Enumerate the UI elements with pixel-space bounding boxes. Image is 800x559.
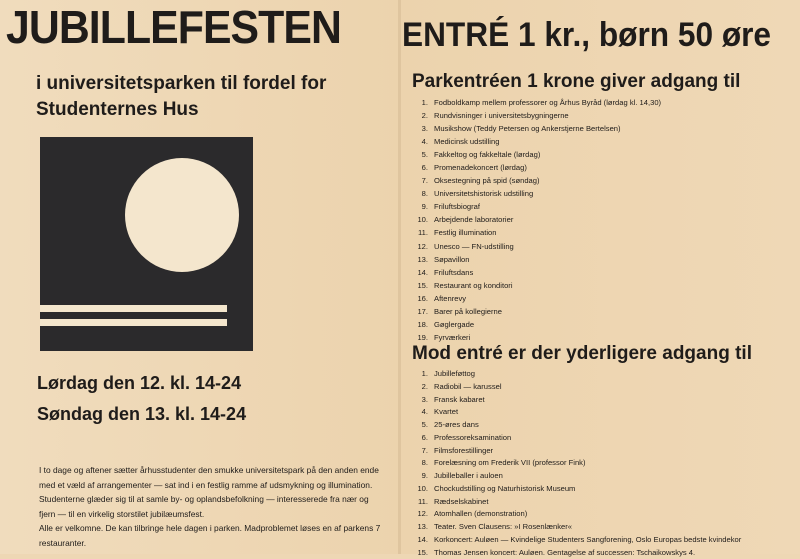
item-text: Forelæsning om Frederik VII (professor Fink) (434, 457, 586, 470)
list-item (412, 534, 741, 547)
item-text: Thomas Jensen koncert: Auløen. Gentagelse af successen: Tschaikowskys 4. (434, 547, 695, 559)
item-text: Arbejdende laboratorier (434, 213, 513, 226)
list-item (412, 419, 741, 432)
item-number: 13. (412, 253, 428, 266)
item-text: Korkoncert: Auløen — Kvindelige Studenters Sangforening, Oslo Europas bedste kvindekor (434, 534, 741, 547)
item-text: Restaurant og konditori (434, 279, 513, 292)
item-number: 18. (412, 318, 428, 331)
list-item (412, 483, 741, 496)
item-text: Universitetshistorisk udstilling (434, 187, 533, 200)
item-text: Jubilleføttog (434, 368, 475, 381)
item-number: 8. (412, 187, 428, 200)
date-saturday: Lørdag den 12. kl. 14-24 (37, 373, 241, 394)
item-text: Radiobil — karussel (434, 381, 502, 394)
list-item (412, 496, 741, 509)
description-paragraph: Alle er velkomne. De kan tilbringe hele dagen i parken. Madproblemet løses en af parkens 7 restauranter. (39, 521, 384, 550)
item-number: 7. (412, 174, 428, 187)
description-paragraph: I to dage og aftener sætter århusstudenter den smukke universitetspark på den anden ende med et væld af arrangementer — sat ind i en festlig ramme af udsmykning og illumination. (39, 463, 384, 492)
item-number: 11. (412, 226, 428, 239)
list-item (412, 187, 661, 200)
item-text: Medicinsk udstilling (434, 135, 499, 148)
list-item (412, 508, 741, 521)
item-text: 25-øres dans (434, 419, 479, 432)
item-text: Rundvisninger i universitetsbygningerne (434, 109, 569, 122)
item-text: Fodboldkamp mellem professorer og Århus Byråd (lørdag kl. 14,30) (434, 96, 661, 109)
item-number: 11. (412, 496, 428, 509)
item-text: Friluftsbiograf (434, 200, 480, 213)
item-text: Fakkeltog og fakkeltale (lørdag) (434, 148, 540, 161)
list-item (412, 148, 661, 161)
list-item (412, 305, 661, 318)
item-text: Friluftsdans (434, 266, 473, 279)
list-item (412, 318, 661, 331)
description-paragraph: Studenterne glæder sig til at samle by- og oplandsbefolkning — interesserede fra nær og fjern — til en virkelig storstilet jubilæumsfest. (39, 492, 384, 521)
item-text: Filmsforestillinger (434, 445, 493, 458)
subtitle-line-1: i universitetsparken til fordel for (36, 71, 326, 97)
item-text: Professoreksamination (434, 432, 511, 445)
item-text: Chockudstilling og Naturhistorisk Museum (434, 483, 575, 496)
jubilee-logo (40, 137, 253, 351)
item-text: Fyrværkeri (434, 331, 470, 344)
extra-entry-list (412, 368, 741, 559)
list-item (412, 96, 661, 109)
item-number: 6. (412, 161, 428, 174)
list-item (412, 253, 661, 266)
item-number: 10. (412, 213, 428, 226)
item-text: Musikshow (Teddy Petersen og Ankerstjerne Bertelsen) (434, 122, 621, 135)
list-item (412, 457, 741, 470)
list-item (412, 135, 661, 148)
item-text: Kvartet (434, 406, 458, 419)
item-number: 12. (412, 240, 428, 253)
item-number: 14. (412, 534, 428, 547)
list-item (412, 161, 661, 174)
item-text: Jubilleballer i auloen (434, 470, 503, 483)
list-item (412, 174, 661, 187)
item-number: 3. (412, 122, 428, 135)
park-entry-list (412, 96, 661, 344)
item-text: Barer på kollegierne (434, 305, 502, 318)
item-text: Promenadekoncert (lørdag) (434, 161, 527, 174)
item-number: 13. (412, 521, 428, 534)
list-item (412, 331, 661, 344)
item-text: Søpavillon (434, 253, 469, 266)
item-number: 3. (412, 394, 428, 407)
list-item (412, 521, 741, 534)
item-number: 4. (412, 406, 428, 419)
item-number: 17. (412, 305, 428, 318)
item-text: Unesco — FN-udstilling (434, 240, 514, 253)
logo-stripe (40, 305, 227, 312)
item-text: Atomhallen (demonstration) (434, 508, 527, 521)
page-fold (398, 0, 401, 554)
list-item (412, 432, 741, 445)
item-number: 9. (412, 200, 428, 213)
item-number: 9. (412, 470, 428, 483)
list-item (412, 226, 661, 239)
list-item (412, 470, 741, 483)
item-number: 12. (412, 508, 428, 521)
item-number: 8. (412, 457, 428, 470)
item-number: 14. (412, 266, 428, 279)
item-number: 2. (412, 381, 428, 394)
item-number: 5. (412, 419, 428, 432)
item-number: 10. (412, 483, 428, 496)
item-number: 2. (412, 109, 428, 122)
item-text: Teater. Sven Clausens: »I Rosenlænker« (434, 521, 572, 534)
list-item (412, 547, 741, 559)
list-item (412, 292, 661, 305)
item-text: Oksestegning på spid (søndag) (434, 174, 540, 187)
item-text: Aftenrevy (434, 292, 466, 305)
list-item (412, 368, 741, 381)
extra-entry-heading: Mod entré er der yderligere adgang til (412, 343, 752, 365)
subtitle (36, 71, 326, 123)
park-entry-heading: Parkentréen 1 krone giver adgang til (412, 71, 740, 93)
sun-circle (125, 158, 239, 272)
item-number: 7. (412, 445, 428, 458)
description (39, 463, 384, 550)
list-item (412, 445, 741, 458)
list-item (412, 109, 661, 122)
list-item (412, 381, 741, 394)
poster-title: JUBILLEFESTEN (6, 4, 341, 50)
subtitle-line-2: Studenternes Hus (36, 97, 326, 123)
item-text: Festlig illumination (434, 226, 496, 239)
item-number: 6. (412, 432, 428, 445)
item-number: 4. (412, 135, 428, 148)
logo-stripe (40, 319, 227, 326)
list-item (412, 406, 741, 419)
list-item (412, 240, 661, 253)
item-number: 1. (412, 368, 428, 381)
item-number: 16. (412, 292, 428, 305)
list-item (412, 394, 741, 407)
list-item (412, 122, 661, 135)
list-item (412, 213, 661, 226)
list-item (412, 279, 661, 292)
item-number: 5. (412, 148, 428, 161)
entrance-fee: ENTRÉ 1 kr., børn 50 øre (402, 18, 771, 52)
item-number: 15. (412, 279, 428, 292)
item-number: 15. (412, 547, 428, 559)
list-item (412, 266, 661, 279)
item-number: 1. (412, 96, 428, 109)
item-text: Fransk kabaret (434, 394, 485, 407)
date-sunday: Søndag den 13. kl. 14-24 (37, 404, 246, 425)
item-number: 19. (412, 331, 428, 344)
item-text: Rædselskabinet (434, 496, 488, 509)
item-text: Gøglergade (434, 318, 474, 331)
list-item (412, 200, 661, 213)
